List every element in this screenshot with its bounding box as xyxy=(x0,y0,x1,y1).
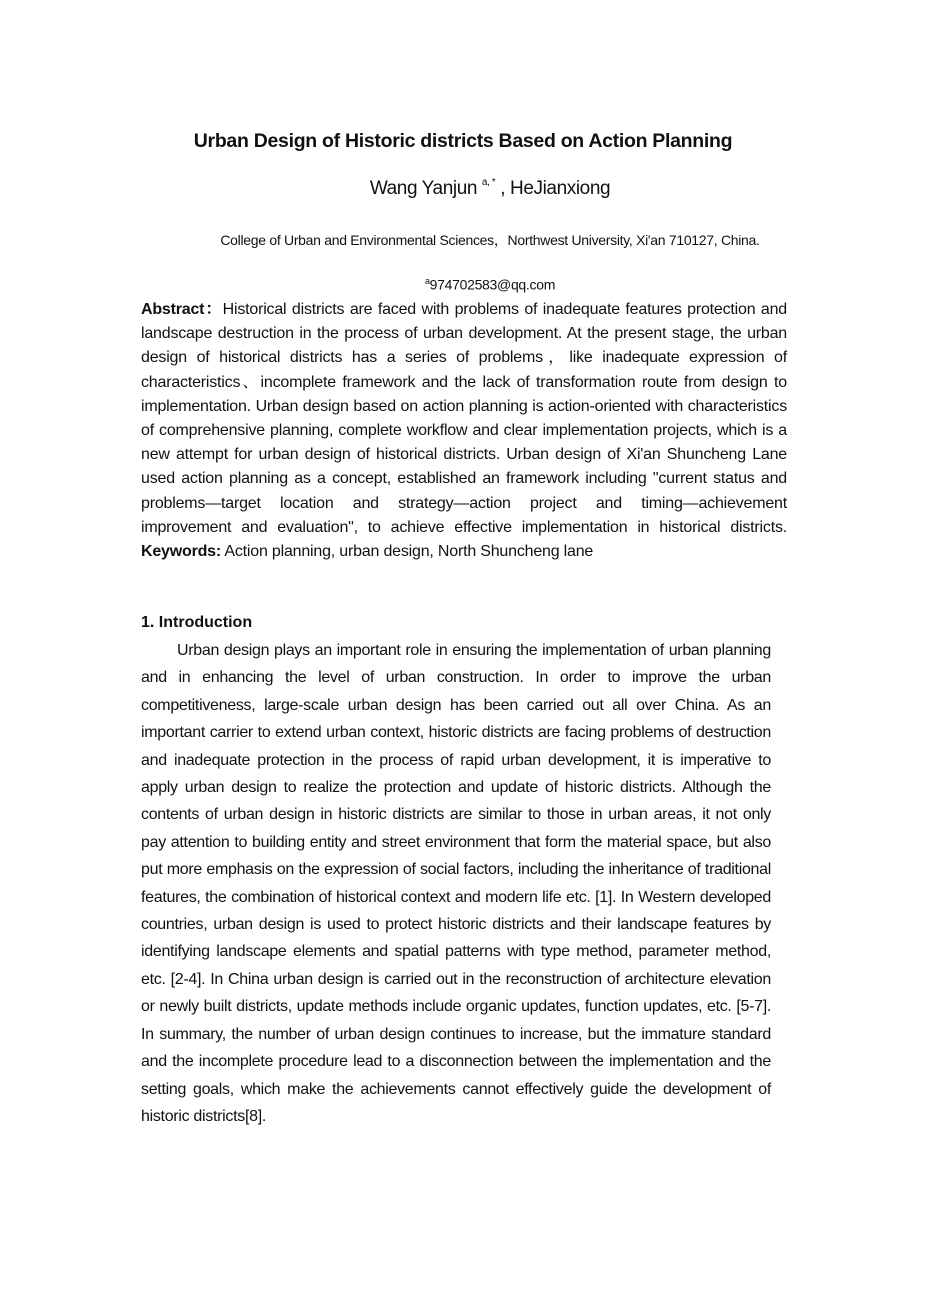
affiliation: College of Urban and Environmental Sciences，Northwest University, Xi'an 710127, China. xyxy=(220,232,760,248)
author-email xyxy=(160,276,820,293)
section-heading-introduction: 1. Introduction xyxy=(141,614,253,631)
email-address: 974702583@qq.com xyxy=(429,276,556,293)
introduction-paragraph: Urban design plays an important role in ensuring the implementation of urban planning and in enhancing the level of urban construction. In order to improve the urban competitiveness, large-scale urban design has been carried out all over China. As an important carrier to extend urban context, historic districts are facing problems of destruction and inadequate protection in the process of rapid urban development, it is imperative to apply urban design to realize the protection and update of historic districts. Although the contents of urban design in historic districts are similar to those in urban areas, it not only pay attention to building entity and street environment that form the material space, but also put more emphasis on the expression of social factors, including the inheritance of traditional features, the combination of historical context and modern life etc. [1]. In Western developed countries, urban design is used to protect historic districts and their landscape features by identifying landscape elements and spatial patterns with type method, parameter method, etc. [2-4]. In China urban design is carried out in the reconstruction of architecture elevation or newly built districts, update methods include organic updates, function updates, etc. [5-7]. In summary, the number of urban design continues to increase, but the immature standard and the incomplete procedure lead to a disconnection between the implementation and the setting goals, which make the achievements cannot effectively guide the development of historic districts[8]. xyxy=(141,642,771,1125)
email-affiliation-mark: a xyxy=(424,276,430,286)
keywords-text: Action planning, urban design, North Shuncheng lane xyxy=(224,543,594,561)
paper-title: Urban Design of Historic districts Based on Action Planning xyxy=(193,130,733,152)
abstract-text: Historical districts are faced with problems of inadequate features protection and landscape destruction in the process of urban development. At the present stage, the urban design of historical districts has a series of problems，like inadequate expression of characteristics、incomplete framework and the lack of transformation route from design to implementation. Urban design based on action planning is action-oriented with characteristics of comprehensive planning, complete workflow and clear implementation projects, which is a new attempt for urban design of historical districts. Urban design of Xi'an Shuncheng Lane used action planning as a concept, established an framework including "current status and problems—target location and strategy—action project and timing—achievement improvement and evaluation", to achieve effective implementation in historical districts. xyxy=(141,301,787,536)
author-line xyxy=(100,178,880,200)
abstract xyxy=(141,298,787,564)
author-2: HeJianxiong xyxy=(510,178,611,199)
author-1-affiliation-mark: a, * xyxy=(481,176,496,188)
author-separator: , xyxy=(500,178,510,199)
keywords-label: Keywords: xyxy=(141,543,221,561)
author-1: Wang Yanjun xyxy=(369,178,478,199)
abstract-label: Abstract： xyxy=(141,301,223,318)
